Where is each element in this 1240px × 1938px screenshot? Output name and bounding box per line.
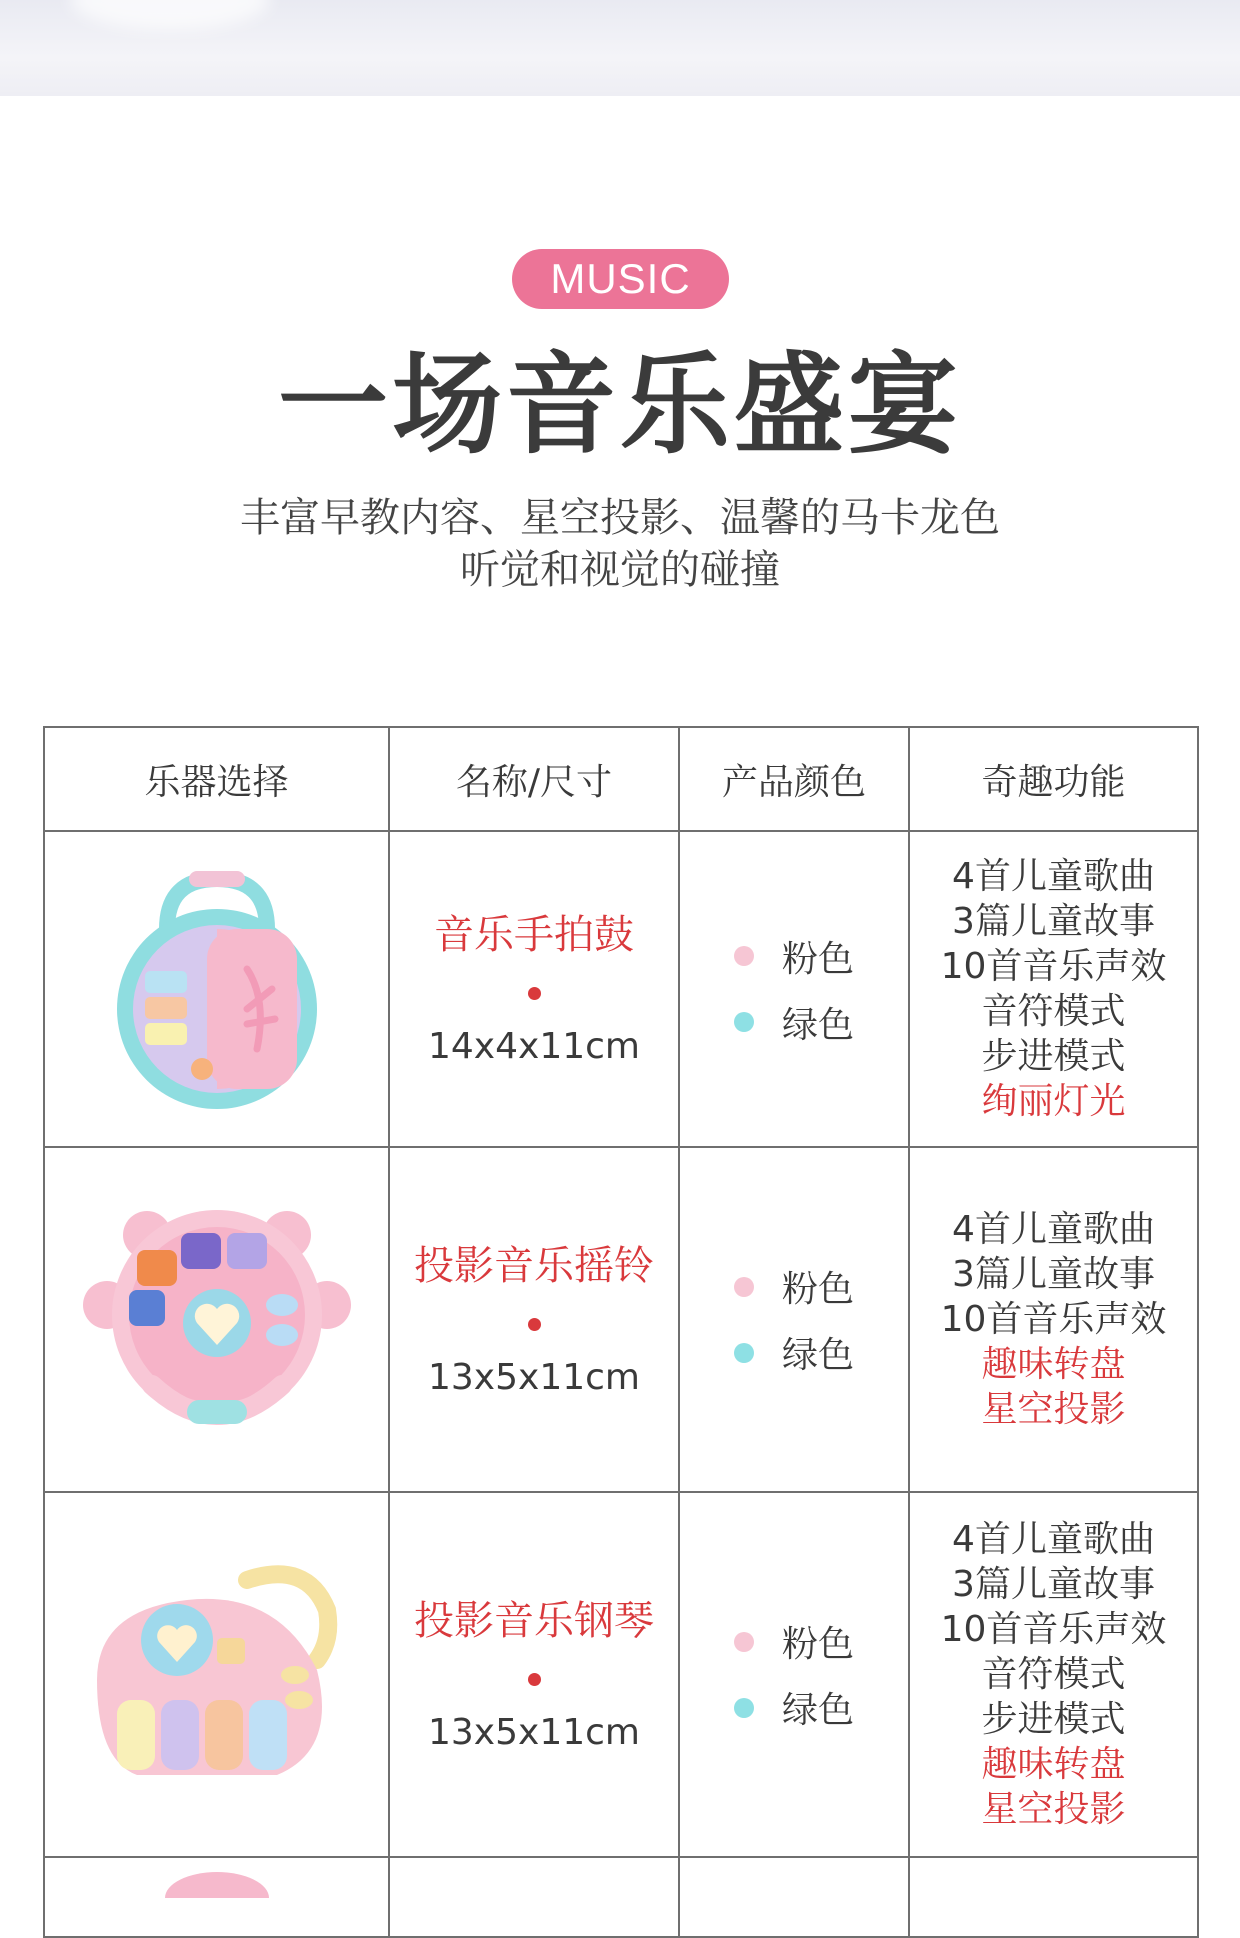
header-name-size: 名称/尺寸 xyxy=(389,727,679,831)
feature-item: 步进模式 xyxy=(981,1699,1126,1740)
product-name: 投影音乐摇铃 xyxy=(414,1242,654,1289)
color-label: 粉色 xyxy=(781,938,854,980)
subtitle-line-2: 听觉和视觉的碰撞 xyxy=(460,547,780,593)
table-row xyxy=(44,1147,1198,1492)
color-option-green xyxy=(680,1675,908,1741)
separator-dot xyxy=(528,987,541,1000)
product-name: 投影音乐钢琴 xyxy=(414,1597,654,1644)
page-subtitle xyxy=(0,492,1240,596)
product-name: 音乐手拍鼓 xyxy=(434,912,634,958)
table-header-row xyxy=(44,727,1198,831)
feature-item: 4首儿童歌曲 xyxy=(952,1209,1155,1250)
feature-item: 10首音乐声效 xyxy=(940,946,1167,987)
product-name-size-cell xyxy=(389,831,679,1147)
product-image-cell xyxy=(44,1857,389,1937)
green-swatch xyxy=(734,1012,754,1032)
feature-item: 音符模式 xyxy=(981,991,1126,1032)
header-features: 奇趣功能 xyxy=(909,727,1198,831)
feature-item-highlight: 趣味转盘 xyxy=(981,1744,1126,1785)
product-features-cell xyxy=(909,1492,1198,1857)
product-size: 13x5x11cm xyxy=(428,1711,640,1753)
product-comparison-table xyxy=(43,726,1199,1938)
separator-dot xyxy=(528,1673,541,1686)
table-row xyxy=(44,831,1198,1147)
pink-swatch xyxy=(734,1277,754,1297)
feature-item: 步进模式 xyxy=(981,1036,1126,1077)
rattle-image xyxy=(77,1195,357,1445)
color-label: 粉色 xyxy=(781,1269,854,1310)
piano-image xyxy=(77,1550,357,1800)
pink-swatch xyxy=(734,1632,754,1652)
product-color-cell xyxy=(679,1147,909,1492)
feature-item-highlight: 绚丽灯光 xyxy=(981,1081,1126,1122)
product-size: 13x5x11cm xyxy=(428,1356,640,1398)
next-product-image xyxy=(157,1858,277,1898)
product-image-cell xyxy=(44,831,389,1147)
product-name-size-cell xyxy=(389,1492,679,1857)
feature-item-highlight: 趣味转盘 xyxy=(981,1344,1126,1385)
music-badge: MUSIC xyxy=(512,249,729,309)
product-image-cell xyxy=(44,1492,389,1857)
color-option-pink xyxy=(680,1609,908,1675)
feature-item: 4首儿童歌曲 xyxy=(952,1519,1155,1560)
product-size: 14x4x11cm xyxy=(428,1026,640,1067)
empty-cell xyxy=(909,1857,1198,1937)
pink-swatch xyxy=(734,946,754,966)
color-option-pink xyxy=(680,923,908,989)
feature-item: 3篇儿童故事 xyxy=(952,1564,1155,1605)
product-image-cell xyxy=(44,1147,389,1492)
feature-item-highlight: 星空投影 xyxy=(981,1789,1126,1830)
color-option-green xyxy=(680,1320,908,1386)
green-swatch xyxy=(734,1698,754,1718)
feature-item: 3篇儿童故事 xyxy=(952,1254,1155,1295)
header-instrument: 乐器选择 xyxy=(44,727,389,831)
color-label: 绿色 xyxy=(781,1335,854,1376)
product-color-cell xyxy=(679,831,909,1147)
subtitle-line-1: 丰富早教内容、星空投影、温馨的马卡龙色 xyxy=(240,495,1000,541)
color-label: 绿色 xyxy=(781,1690,854,1731)
table-row xyxy=(44,1857,1198,1937)
header-color: 产品颜色 xyxy=(679,727,909,831)
feature-item: 音符模式 xyxy=(981,1654,1126,1695)
product-color-cell xyxy=(679,1492,909,1857)
banner-highlight xyxy=(70,0,270,30)
color-label: 绿色 xyxy=(781,1004,854,1046)
empty-cell xyxy=(679,1857,909,1937)
feature-item: 10首音乐声效 xyxy=(940,1299,1167,1340)
color-label: 粉色 xyxy=(781,1624,854,1665)
separator-dot xyxy=(528,1318,541,1331)
green-swatch xyxy=(734,1343,754,1363)
table-row xyxy=(44,1492,1198,1857)
product-features-cell xyxy=(909,1147,1198,1492)
feature-item-highlight: 星空投影 xyxy=(981,1389,1126,1430)
feature-item: 10首音乐声效 xyxy=(940,1609,1167,1650)
product-name-size-cell xyxy=(389,1147,679,1492)
color-option-green xyxy=(680,989,908,1055)
product-features-cell xyxy=(909,831,1198,1147)
empty-cell xyxy=(389,1857,679,1937)
hand-drum-image xyxy=(97,859,337,1119)
feature-item: 3篇儿童故事 xyxy=(952,901,1155,942)
page-title: 一场音乐盛宴 xyxy=(278,341,962,469)
color-option-pink xyxy=(680,1254,908,1320)
top-banner-image xyxy=(0,0,1240,96)
feature-item: 4首儿童歌曲 xyxy=(952,856,1155,897)
